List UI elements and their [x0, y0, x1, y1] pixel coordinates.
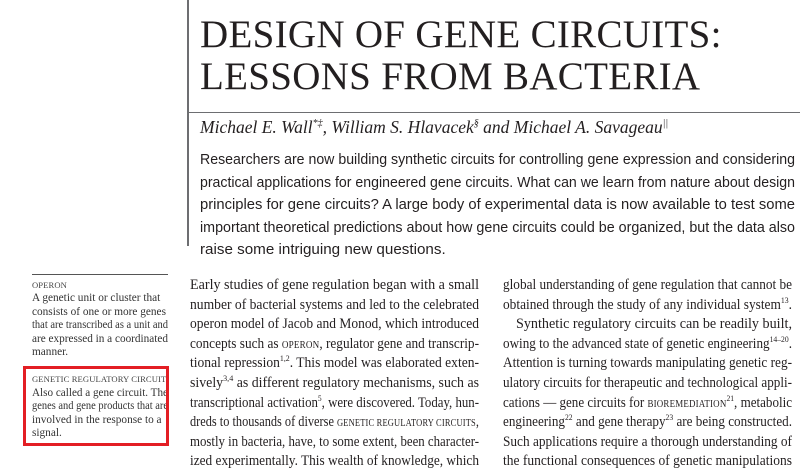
body-text-line	[503, 413, 792, 433]
body-text-line	[190, 394, 479, 414]
citation-superscript: 5	[317, 392, 322, 403]
abstract-line: important theoretical predictions about how gene circuits could be organized, but the data also	[200, 218, 795, 236]
definition-line: consists of one or more genes	[32, 305, 166, 318]
text-run: ,	[475, 414, 479, 431]
text-run: transcriptional activation	[190, 394, 318, 411]
text-run: .	[788, 335, 792, 352]
body-text-line	[190, 452, 479, 472]
text-run: , metabolic	[734, 394, 792, 411]
body-text-line	[190, 276, 479, 296]
author-line	[200, 117, 668, 138]
citation-superscript: 13	[780, 294, 789, 305]
definition-line: manner.	[32, 346, 69, 359]
text-run: operon model of Jacob and Monod, which introduced	[190, 316, 479, 333]
body-text-line	[503, 452, 792, 472]
text-run: ulatory circuits for therapeutic and technological appli-	[503, 374, 792, 391]
text-run: are being constructed.	[673, 414, 792, 431]
glossary-term-reference: BIOREMEDIATION	[647, 398, 727, 410]
title-line: DESIGN OF GENE CIRCUITS:	[200, 13, 722, 56]
vertical-rule	[187, 0, 189, 246]
body-text-line	[503, 394, 792, 414]
body-text-line	[190, 335, 479, 355]
definition-line: signal.	[32, 427, 62, 440]
definition-line: genes and gene products that are	[32, 400, 168, 413]
glossary-term: OPERON	[32, 280, 67, 290]
text-run: cations — gene circuits for	[503, 394, 648, 411]
text-run: Early studies of gene regulation began with a small	[190, 277, 479, 293]
text-run: mostly in bacteria, have, to some extent, been character-	[190, 433, 479, 450]
text-run: as different regulatory mechanisms, such as	[233, 374, 479, 391]
body-text-line	[503, 374, 792, 394]
citation-superscript: 22	[564, 412, 573, 423]
glossary-definition	[32, 292, 168, 359]
text-run: owing to the advanced state of genetic engineering	[503, 335, 770, 352]
text-run: tional repression	[190, 355, 280, 372]
text-run: dreds to thousands of diverse	[190, 414, 338, 431]
glossary-term-reference: GENETIC REGULATORY CIRCUITS	[337, 418, 476, 430]
glossary-rule	[32, 274, 168, 275]
citation-superscript: 23	[665, 412, 674, 423]
text-run: the functional consequences of genetic manipulations	[503, 453, 792, 470]
citation-superscript: 1,2	[279, 353, 290, 364]
author-affiliation-mark: ||	[662, 118, 669, 130]
text-run: concepts such as	[190, 335, 282, 352]
body-text-line	[503, 296, 792, 316]
author-affiliation-mark: §	[473, 118, 479, 130]
author-name: Michael E. Wall	[200, 117, 313, 137]
text-run: ized experimentally. This wealth of knowledge, which	[190, 453, 479, 470]
text-run: Synthetic regulatory circuits can be readily built,	[516, 316, 792, 333]
citation-superscript: 3,4	[223, 373, 234, 384]
body-text-line	[516, 315, 792, 335]
citation-superscript: 21	[726, 392, 735, 403]
author-separator: and	[478, 117, 514, 137]
body-text-line	[503, 354, 792, 374]
body-text-line	[503, 335, 792, 355]
abstract-line: principles for gene circuits? A large body of experimental data is now available to test some	[200, 196, 795, 214]
definition-line: A genetic unit or cluster that	[32, 292, 161, 305]
text-run: .	[788, 296, 792, 313]
text-run: , were discovered. Today, hun-	[321, 394, 479, 411]
glossary-entry-operon	[32, 279, 168, 359]
body-text-line	[190, 413, 479, 433]
abstract-line: practical applications for engineered gene circuits. What can we learn from nature about design	[200, 173, 795, 191]
text-run: , regulator gene and transcrip-	[319, 335, 479, 352]
horizontal-rule	[187, 112, 800, 113]
text-run: Attention is turning towards manipulating genetic reg-	[503, 355, 792, 372]
abstract	[200, 149, 795, 262]
body-text-line	[190, 354, 479, 374]
text-run: . This model was elaborated exten-	[289, 355, 479, 372]
body-column-1	[190, 276, 479, 472]
author-separator: ,	[322, 117, 332, 137]
body-text-line	[190, 315, 479, 335]
citation-superscript: 14–20	[769, 333, 789, 344]
body-text-line	[190, 374, 479, 394]
text-run: and gene therapy	[572, 414, 666, 431]
abstract-line: raise some intriguing new questions.	[200, 241, 446, 259]
author-name: William S. Hlavacek	[331, 117, 474, 137]
body-text-line	[190, 296, 479, 316]
definition-line: are expressed in a coordinated	[32, 332, 168, 345]
text-run: engineering	[503, 414, 565, 431]
body-text-line	[190, 433, 479, 453]
definition-line: Also called a gene circuit. The	[32, 386, 168, 399]
body-column-2	[503, 276, 792, 472]
text-run: global understanding of gene regulation that cannot be	[503, 277, 792, 293]
highlight-box	[23, 366, 169, 446]
abstract-line: Researchers are now building synthetic circuits for controlling gene expression and considering	[200, 151, 795, 168]
glossary-term-reference: OPERON	[281, 339, 320, 351]
body-text-line	[503, 276, 792, 296]
text-run: Such applications require a thorough understanding of	[503, 433, 792, 450]
article-title	[200, 14, 722, 98]
author-name: Michael A. Savageau	[513, 117, 663, 137]
body-text-line	[503, 433, 792, 453]
text-run: sively	[190, 374, 224, 391]
author-affiliation-mark: *‡	[312, 118, 323, 130]
definition-line: involved in the response to a	[32, 413, 162, 426]
definition-line: that are transcribed as a unit and	[32, 319, 168, 332]
title-line: LESSONS FROM BACTERIA	[200, 55, 701, 98]
text-run: obtained through the study of any individual system	[503, 296, 781, 313]
text-run: number of bacterial systems and led to the celebrated	[190, 296, 479, 313]
glossary-term: GENETIC REGULATORY CIRCUIT	[32, 374, 167, 385]
